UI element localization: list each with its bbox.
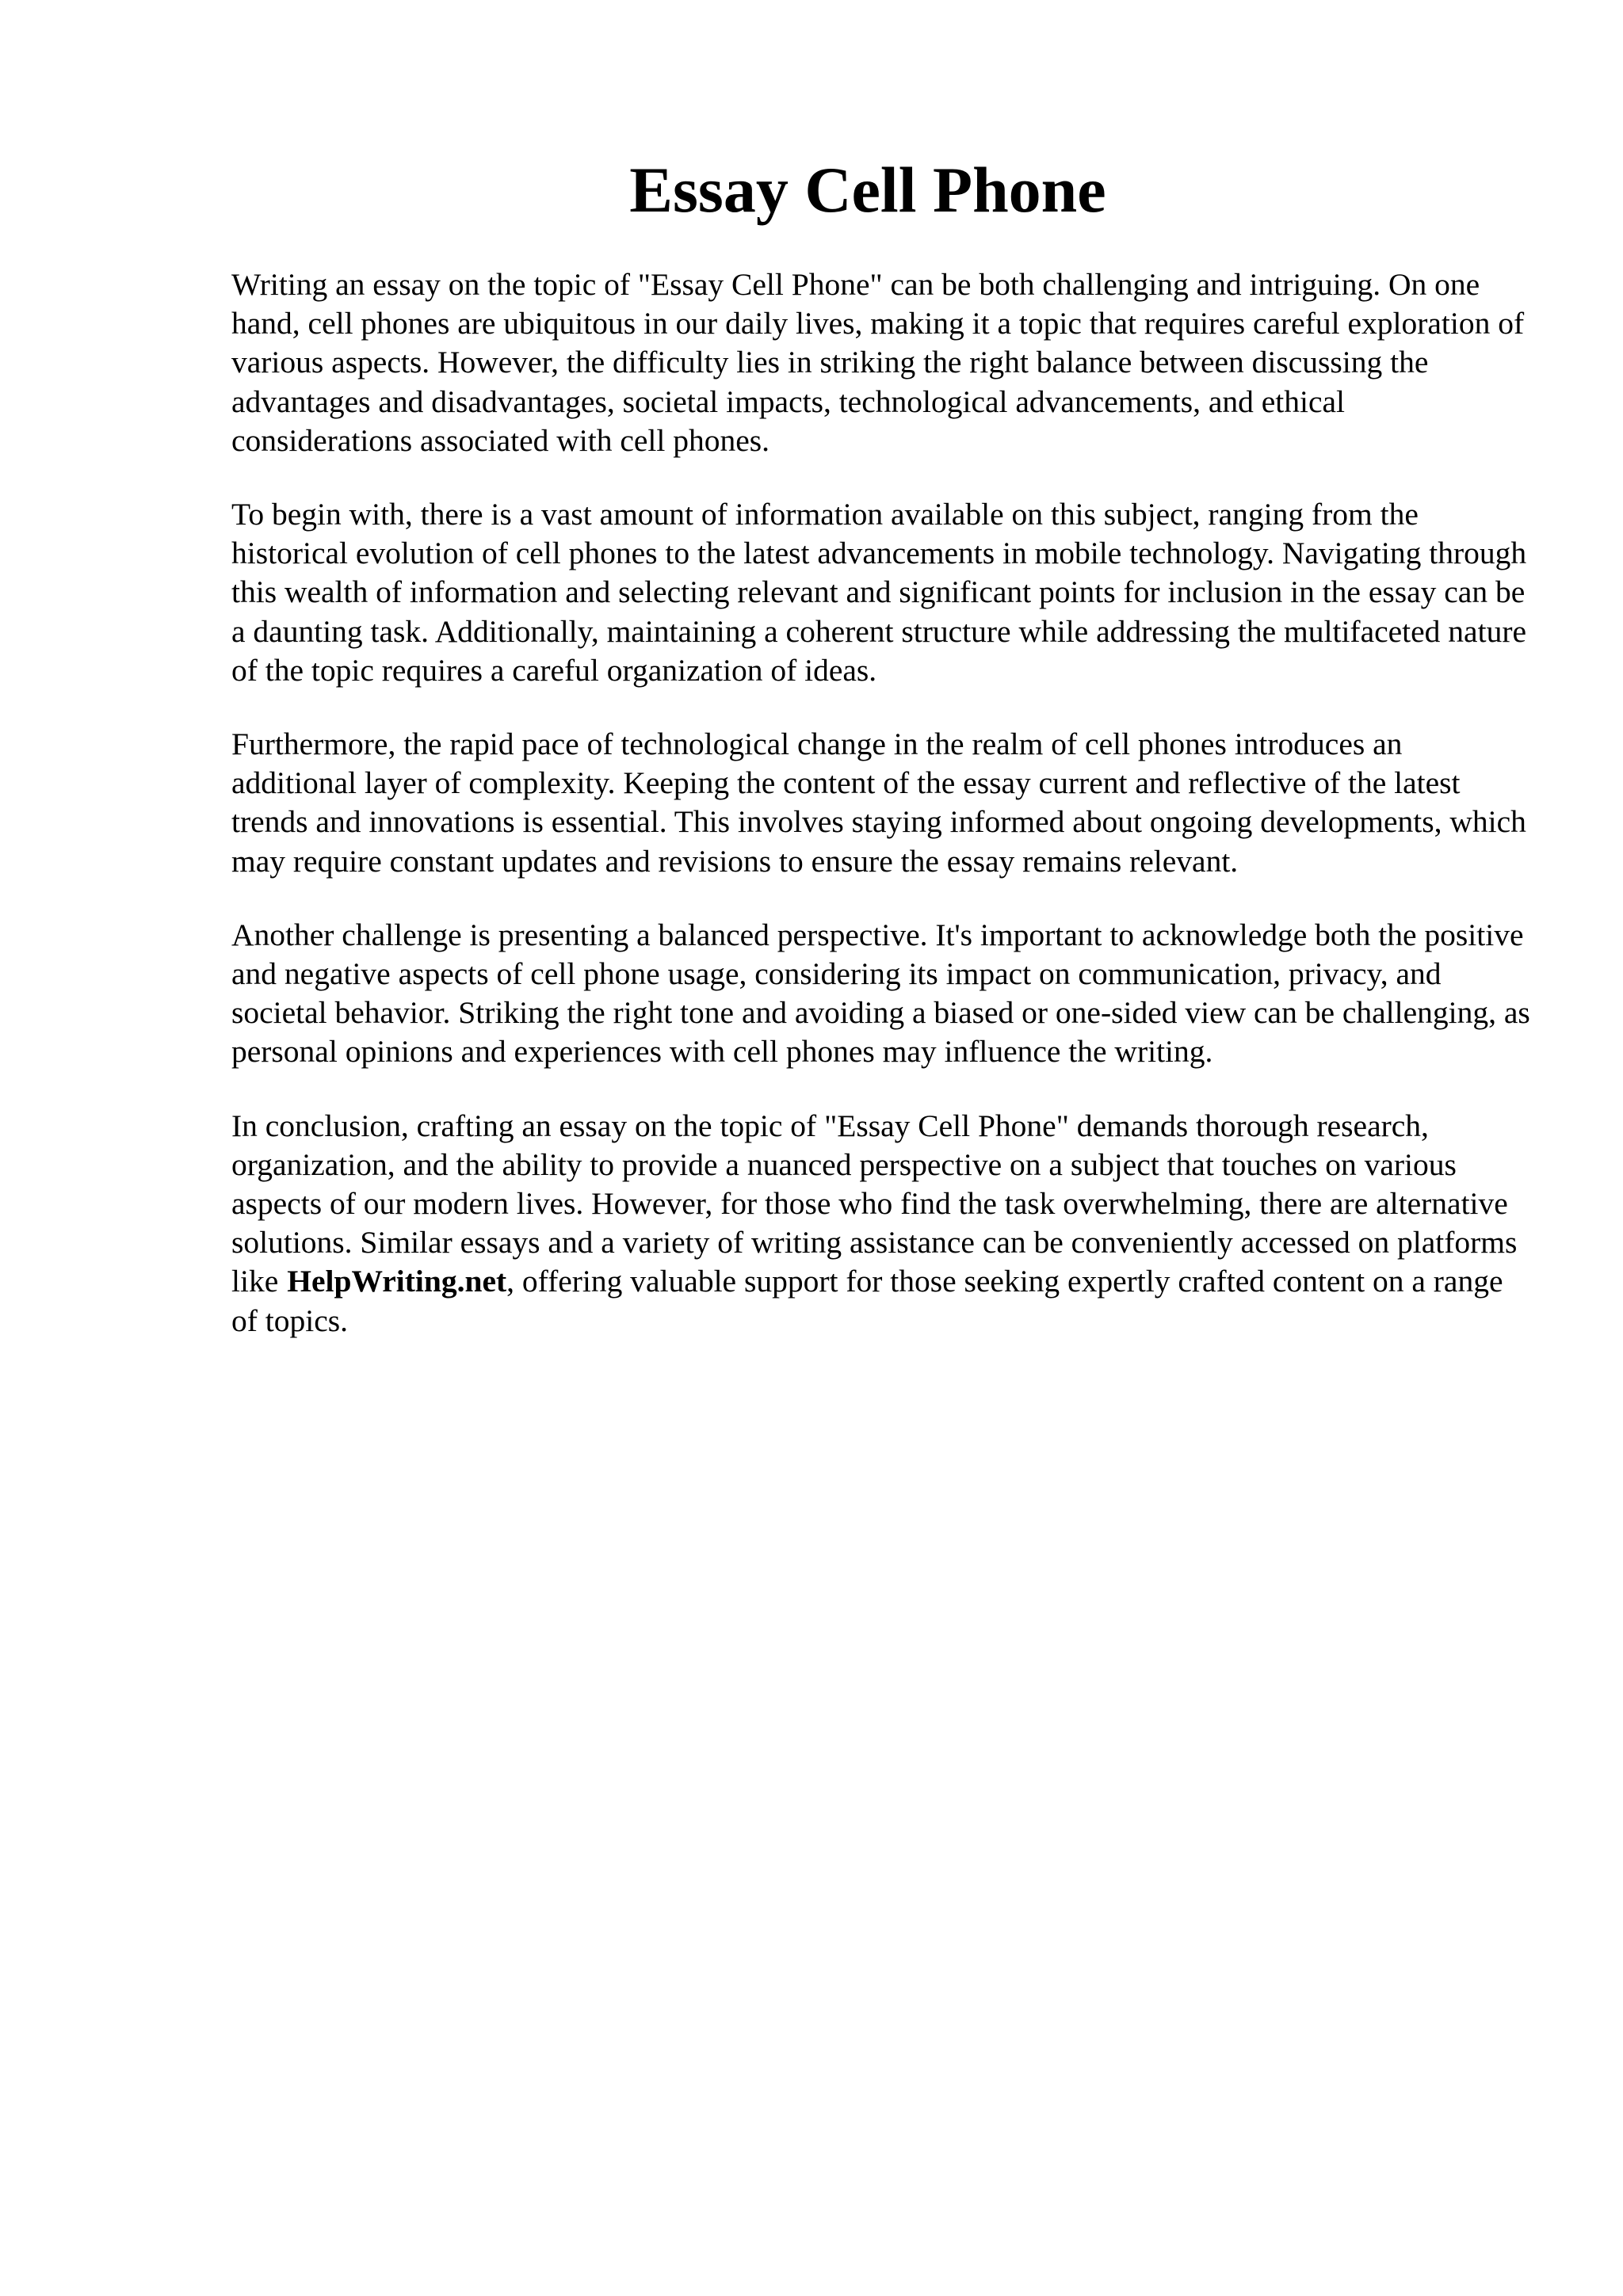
document-title: Essay Cell Phone (629, 154, 1106, 226)
paragraph-technology-change: Furthermore, the rapid pace of technological change in the realm of cell phones introduces an additional layer of complexity. Keeping the content of the essay current and reflective of the latest trends and innovations is essential. This involves staying informed about ongoing developments, which may require constant updates and revisions to ensure the essay remains relevant. (231, 727, 1526, 879)
paragraph-balanced-perspective: Another challenge is presenting a balanced perspective. It's important to acknowledge both the positive and negative aspects of cell phone usage, considering its impact on communication, privacy, and societal behavior. Striking the right tone and avoiding a biased or one-sided view can be challenging, as personal opinions and experiences with cell phones may influence the writing. (231, 917, 1530, 1070)
paragraph-intro: Writing an essay on the topic of "Essay Cell Phone" can be both challenging and intriguing. On one hand, cell phones are ubiquitous in our daily lives, making it a topic that requires careful exploration of various aspects. However, the difficulty lies in striking the right balance between discussing the advantages and disadvantages, societal impacts, technological advancements, and ethical considerations associated with cell phones. (231, 267, 1525, 458)
brand-name: HelpWriting.net (287, 1264, 507, 1299)
paragraph-conclusion (231, 1107, 1531, 1341)
conclusion-text-before: In conclusion, crafting an essay on the topic of "Essay Cell Phone" demands thorough research, organization, and the ability to provide a nuanced perspective on a subject that touches on various aspects of our modern lives. However, for those who find the task overwhelming, there are alternative solutions. Similar essays and a variety of writing assistance can be conveniently accessed on platforms like (231, 1108, 1518, 1299)
paragraph-information: To begin with, there is a vast amount of information available on this subject, ranging from the historical evolution of cell phones to the latest advancements in mobile technology. Navigating through this wealth of information and selecting relevant and significant points for inclusion in the essay can be a daunting task. Additionally, maintaining a coherent structure while addressing the multifaceted nature of the topic requires a careful organization of ideas. (231, 497, 1527, 688)
document-body (231, 265, 1531, 1375)
conclusion-text-after: , offering valuable support for those seeking expertly crafted content on a range of topics. (231, 1264, 1503, 1338)
